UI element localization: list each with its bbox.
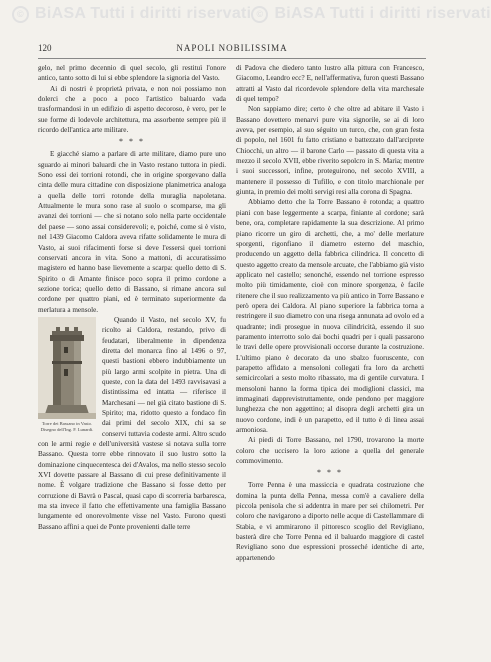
left-column (38, 63, 226, 532)
page-number: 120 (38, 43, 52, 53)
watermark-right-text: BiASA Tutti i diritti riservati (274, 5, 491, 22)
page-header (38, 43, 426, 57)
figure-caption: Torre dei Bassano in Vasto. Disegno dell'Ing. F. Lunardi. (40, 420, 94, 432)
paragraph: Ai piedi di Torre Bassano, nel 1790, trovarono la morte coloro che uccisero la loro azione a quella del generale commovimento. (236, 436, 424, 466)
paragraph: Torre Penna è una massiccia e quadrata costruzione che domina la punta della Penna, messa com'è a cavaliere della piccola penisola che si addentra in mare per sei chilometri. Per coloro che navigarono a diporto nelle acque di Castellammare di Stabia, e vi ammirarono il pittoresco scoglio del Revigliano, basterà dire che Torre Penna ed il baluardo maggiore di castel Revigliano sono due espressioni prosseché identiche di arte, appartenendo (236, 481, 424, 562)
running-head: NAPOLI NOBILISSIMA (176, 43, 288, 53)
paragraph: gelo, nel primo decennio di quel secolo, gli restituì l'onore antico, tanto sotto di lui si ebbe splendore la signoria del Vasto. (38, 64, 226, 83)
copyright-icon: © (12, 6, 29, 23)
tower-figure (38, 317, 96, 432)
header-rule (38, 58, 426, 59)
paragraph: Quando il Vasto, nel secolo XV, fu ricolto ai Caldora, restando, privo di feudatari, liberalmente in dipendenza diretta del monarca fino al 1496 o 97, questi bastioni ebbero indubbiamente un più largo armi scolpite in pietra. Una di queste, con la data del 1493 ravvisavasi a distintissima ed intatta — riferisce il Marchesani — nel già citato bastione di S. Spirito; ma, ridotto questo a fondaco fin dai primi del secolo XIX, chi sa se conservi tuttavia codeste armi. Altro scudo con le armi regie e dell'università vastese si notava sulla torre Bassano. Questa torre ebbe rinnovato il suo lustro sotto la dominazione cinquecentesca dei d'Avalos, ma nello stesso secolo XVI dovette passare al Bassano di cui prese definitivamente il nome. È volgare tradizione che Bassano si fosse detto per corruzione di Bavrà o Pascal, quasi capo di scorreria barbaresca, ma sta invece il fatto che effettivamente una famiglia Bassano lungamente ed onorevolmente visse nel Vasto. Furono questi Bassano affini a quei de Ponte provenienti dalle terre (38, 315, 226, 531)
asterism: * * * (317, 468, 343, 478)
asterism: * * * (119, 137, 145, 147)
paragraph: Ai di nostri è proprietà privata, e non noi possiamo non dolerci che a poco a poco l'artistico baluardo vada trasformandosi in un edifizio di aspetto decoroso, è vero, per le sue forme di lodevole architettura, ma assorbente sempre più il ricordo dell'antica arte militare. (38, 84, 226, 135)
tower-illustration (38, 317, 96, 419)
paragraph: Abbiamo detto che la Torre Bassano è rotonda; a quattro piani con base leggermente a scarpa, finiante al cordone; sarà bene, ora, completare rapidamente la sua descrizione. Al primo piano ricorre un giro di archetti, che, a mo' delle merlature sporgenti, rigonfiano il diametro esterno del maschio, producendo un aggetto della fabbrica cilindrica. Il concetto di questo aggetto creato da mensole arcuate, che l'abbiamo già visto applicato nel castello; senonché, essendo nel torrione espresso molto più timidamente, cioè con minore sporgenza, è facile ritenere che il suo realizzamento va più antico in Torre Bassano e però opera dei Caldora. Al piano superiore la fabbrica torna a restringere il suo diametro con una risega annunata ad ovolo ed a quadrante; indi prosegue in nuova cilindricità, essendo il suo paramento interrotto solo dai bochi quadri per i quali passarono le travi delle opere provvisionali occorse durante la costruzione. L'ultimo piano è decorato da uno sbalzo fuoruscente, con parapetto affidato a mensoloni collegati fra loro da archetti semicircolari a sesto molto ribassato, ma di gentile curvatura. I mensoloni hanno la forma tipica dei modiglioni classici, ma immaginati dapprevistruttamente, onde pendono per maggiore lunghezza che non aggettino; al disopra degli archetti gira un nuovo cordone, indi è un parapetto, ed il tutto è di linea assai armoniosa. (236, 198, 424, 435)
copyright-icon: © (251, 6, 268, 23)
right-column (236, 63, 424, 563)
watermark-left (12, 5, 251, 23)
paragraph: E giacché siamo a parlare di arte militare, diamo pure uno sguardo ai minori baluardi che in Vasto restano tuttora in piedi. Sono essi dei torrioni rotondi, che in origine sporgevano dalla cinta delle mura cittadine con disposizione planimetrica analoga a quella delle torri rotonde della muraglia napoletana. Attualmente le mura sono rase al suolo o scomparse, ma gli avanzi dei torrioni — che si notano solo nella parte occidentale del paese — sono assai considerevoli; e, poiché, come si è visto, nel 1439 Giacomo Caldora aveva rifatte solidamente le mura di Vasto, ai suoi rifacimenti forse si deve l'essersi quei torrioni conservati ancora in vita. Sono a mattoni, di accuratissimo magistero ed hanno base lievemente a scarpa: quello detto di S. Spirito o di Amante finisce poco sopra il primo cordone a sezione torica; quello detto di Bassano, si rimane ancora sul cordone per quattro piani, ed è terminato superiormente da merlatura a mensole. (38, 150, 226, 314)
watermark-right (251, 5, 490, 23)
paragraph: Non sappiamo dire; certo è che oltre ad abitare il Vasto i Bassano dovettero menarvi pure vita signorile, se ai di loro aveva, per esempio, al suo séguito un turco, che, con gran festa di popolo, nel 1601 fu fatto cristiano e battezzato dall'arciprete Chiocchi, un altro — il barone Carlo — passato di questa vita a mezzo il secolo XVII, ebbe riverito sepolcro in S. Maria; mentre i suoi successori, infine, proteguirono, nel secolo XVIII, a mantenere il possesso di Tufillo, e con titolo marchionale per giunta, in premio dei molti servigi resi alla corona di Spagna. (236, 105, 424, 197)
watermark-banner (0, 0, 491, 28)
paragraph: di Padova che diedero tanto lustro alla pittura con Francesco, Giacomo, Leandro ecc? E, nell'affermativa, furon questi Bassano attratti al Vasto dal ricordevole splendore della vita marchesale di quel tempo? (236, 64, 424, 104)
watermark-left-text: BiASA Tutti i diritti riservati (35, 5, 252, 22)
